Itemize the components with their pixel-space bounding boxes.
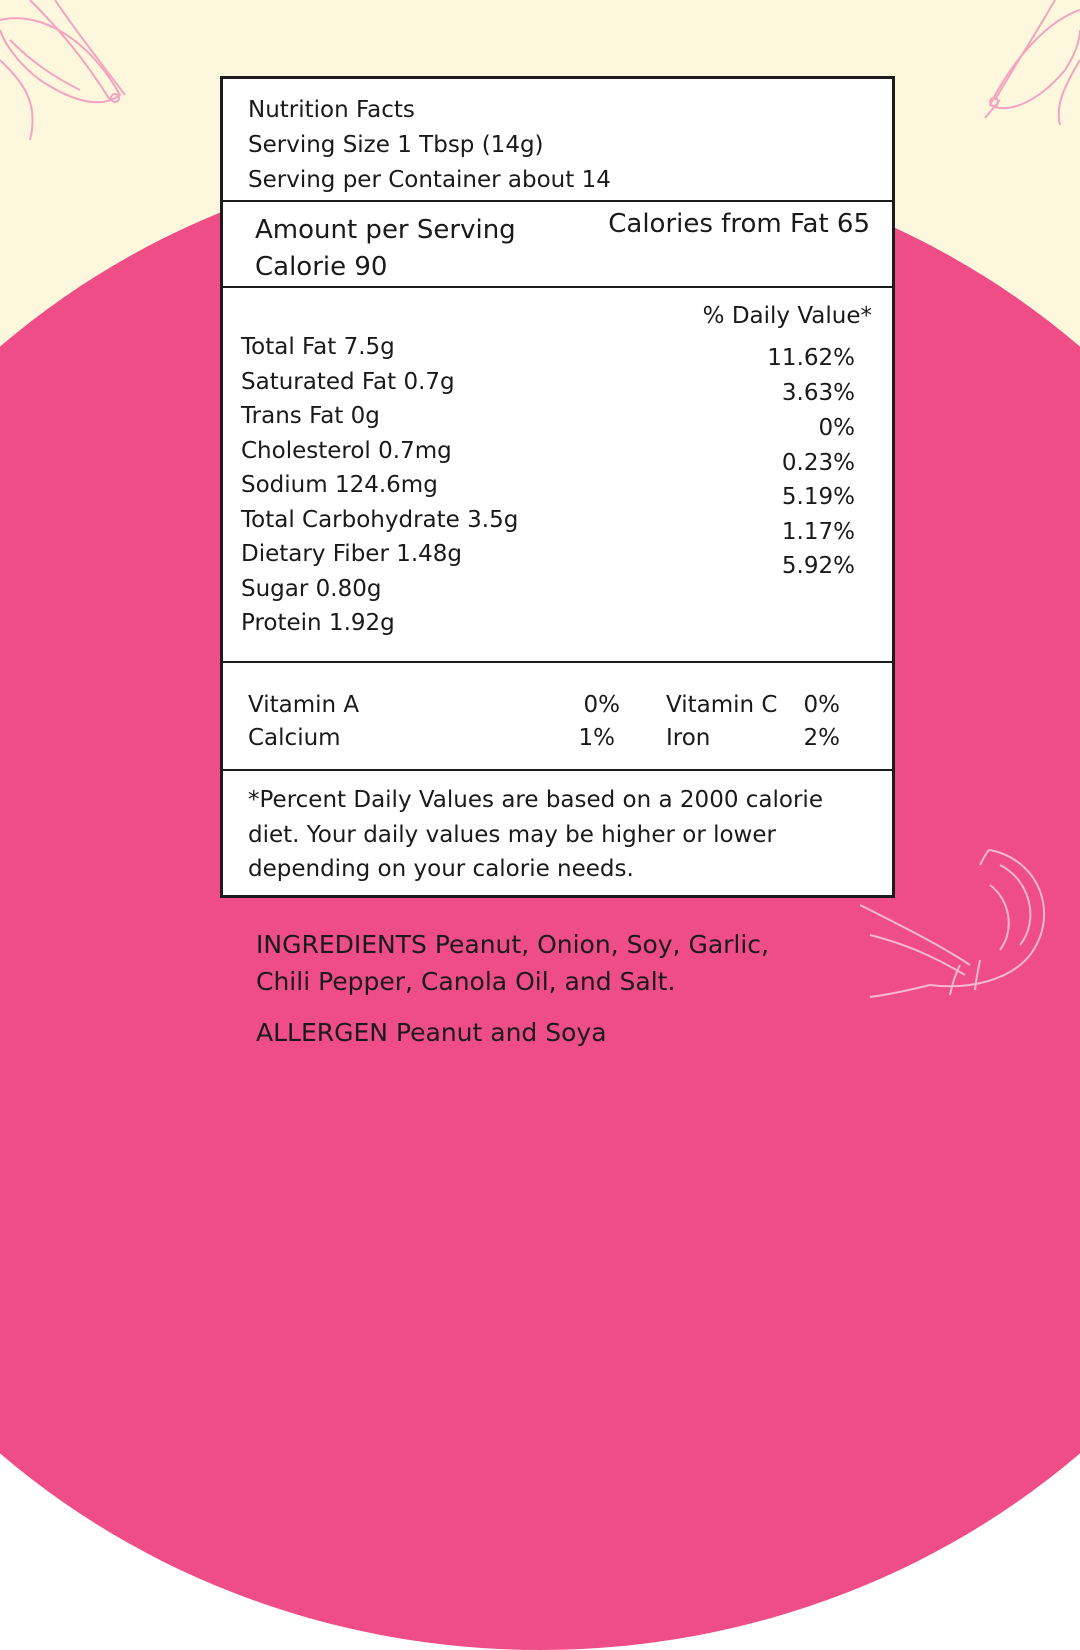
nutrient-name: Sodium 124.6mg <box>241 472 438 498</box>
amount-per-serving: Amount per Serving <box>255 215 516 245</box>
vitamin-name: Iron <box>666 725 711 751</box>
servings-per-container: Serving per Container about 14 <box>248 167 611 193</box>
vitamin-name: Calcium <box>248 725 341 751</box>
nutrient-daily-value: 3.63% <box>781 380 855 406</box>
nutrient-daily-value: 1.17% <box>781 519 855 545</box>
divider <box>223 769 892 771</box>
label-title: Nutrition Facts <box>248 97 415 123</box>
divider <box>223 661 892 663</box>
nutrient-daily-value: 0% <box>818 415 855 441</box>
nutrition-label <box>220 76 895 898</box>
footnote-line: depending on your calorie needs. <box>248 856 634 882</box>
nutrient-name: Cholesterol 0.7mg <box>241 438 452 464</box>
footnote-line: *Percent Daily Values are based on a 2000 calorie <box>248 787 823 813</box>
shrimp-icon-top-left <box>0 0 140 140</box>
vitamin-name: Vitamin A <box>248 692 360 718</box>
vitamin-value: 0% <box>583 692 620 718</box>
daily-value-header: % Daily Value* <box>702 303 872 329</box>
footnote-line: diet. Your daily values may be higher or lower <box>248 822 776 848</box>
ingredients-line: INGREDIENTS Peanut, Onion, Soy, Garlic, <box>256 930 770 959</box>
nutrient-daily-value: 11.62% <box>767 345 855 371</box>
nutrient-name: Total Carbohydrate 3.5g <box>241 507 519 533</box>
divider <box>223 200 892 202</box>
nutrient-name: Sugar 0.80g <box>241 576 382 602</box>
nutrient-name: Total Fat 7.5g <box>241 334 395 360</box>
allergen-statement: ALLERGEN Peanut and Soya <box>256 1018 607 1047</box>
vitamin-value: 1% <box>578 725 615 751</box>
nutrient-name: Saturated Fat 0.7g <box>241 369 455 395</box>
ingredients-line: Chili Pepper, Canola Oil, and Salt. <box>256 967 676 996</box>
serving-size: Serving Size 1 Tbsp (14g) <box>248 132 544 158</box>
nutrient-name: Trans Fat 0g <box>241 403 380 429</box>
nutrient-daily-value: 0.23% <box>781 450 855 476</box>
vitamin-name: Vitamin C <box>666 692 778 718</box>
calories: Calorie 90 <box>255 252 388 282</box>
vitamin-value: 2% <box>803 725 840 751</box>
nutrient-daily-value: 5.19% <box>781 484 855 510</box>
calories-from-fat: Calories from Fat 65 <box>608 209 870 239</box>
shrimp-icon-top-right <box>980 0 1080 130</box>
nutrient-name: Dietary Fiber 1.48g <box>241 541 463 567</box>
nutrient-name: Protein 1.92g <box>241 610 395 636</box>
divider <box>223 286 892 288</box>
vitamin-value: 0% <box>803 692 840 718</box>
nutrient-daily-value: 5.92% <box>781 553 855 579</box>
